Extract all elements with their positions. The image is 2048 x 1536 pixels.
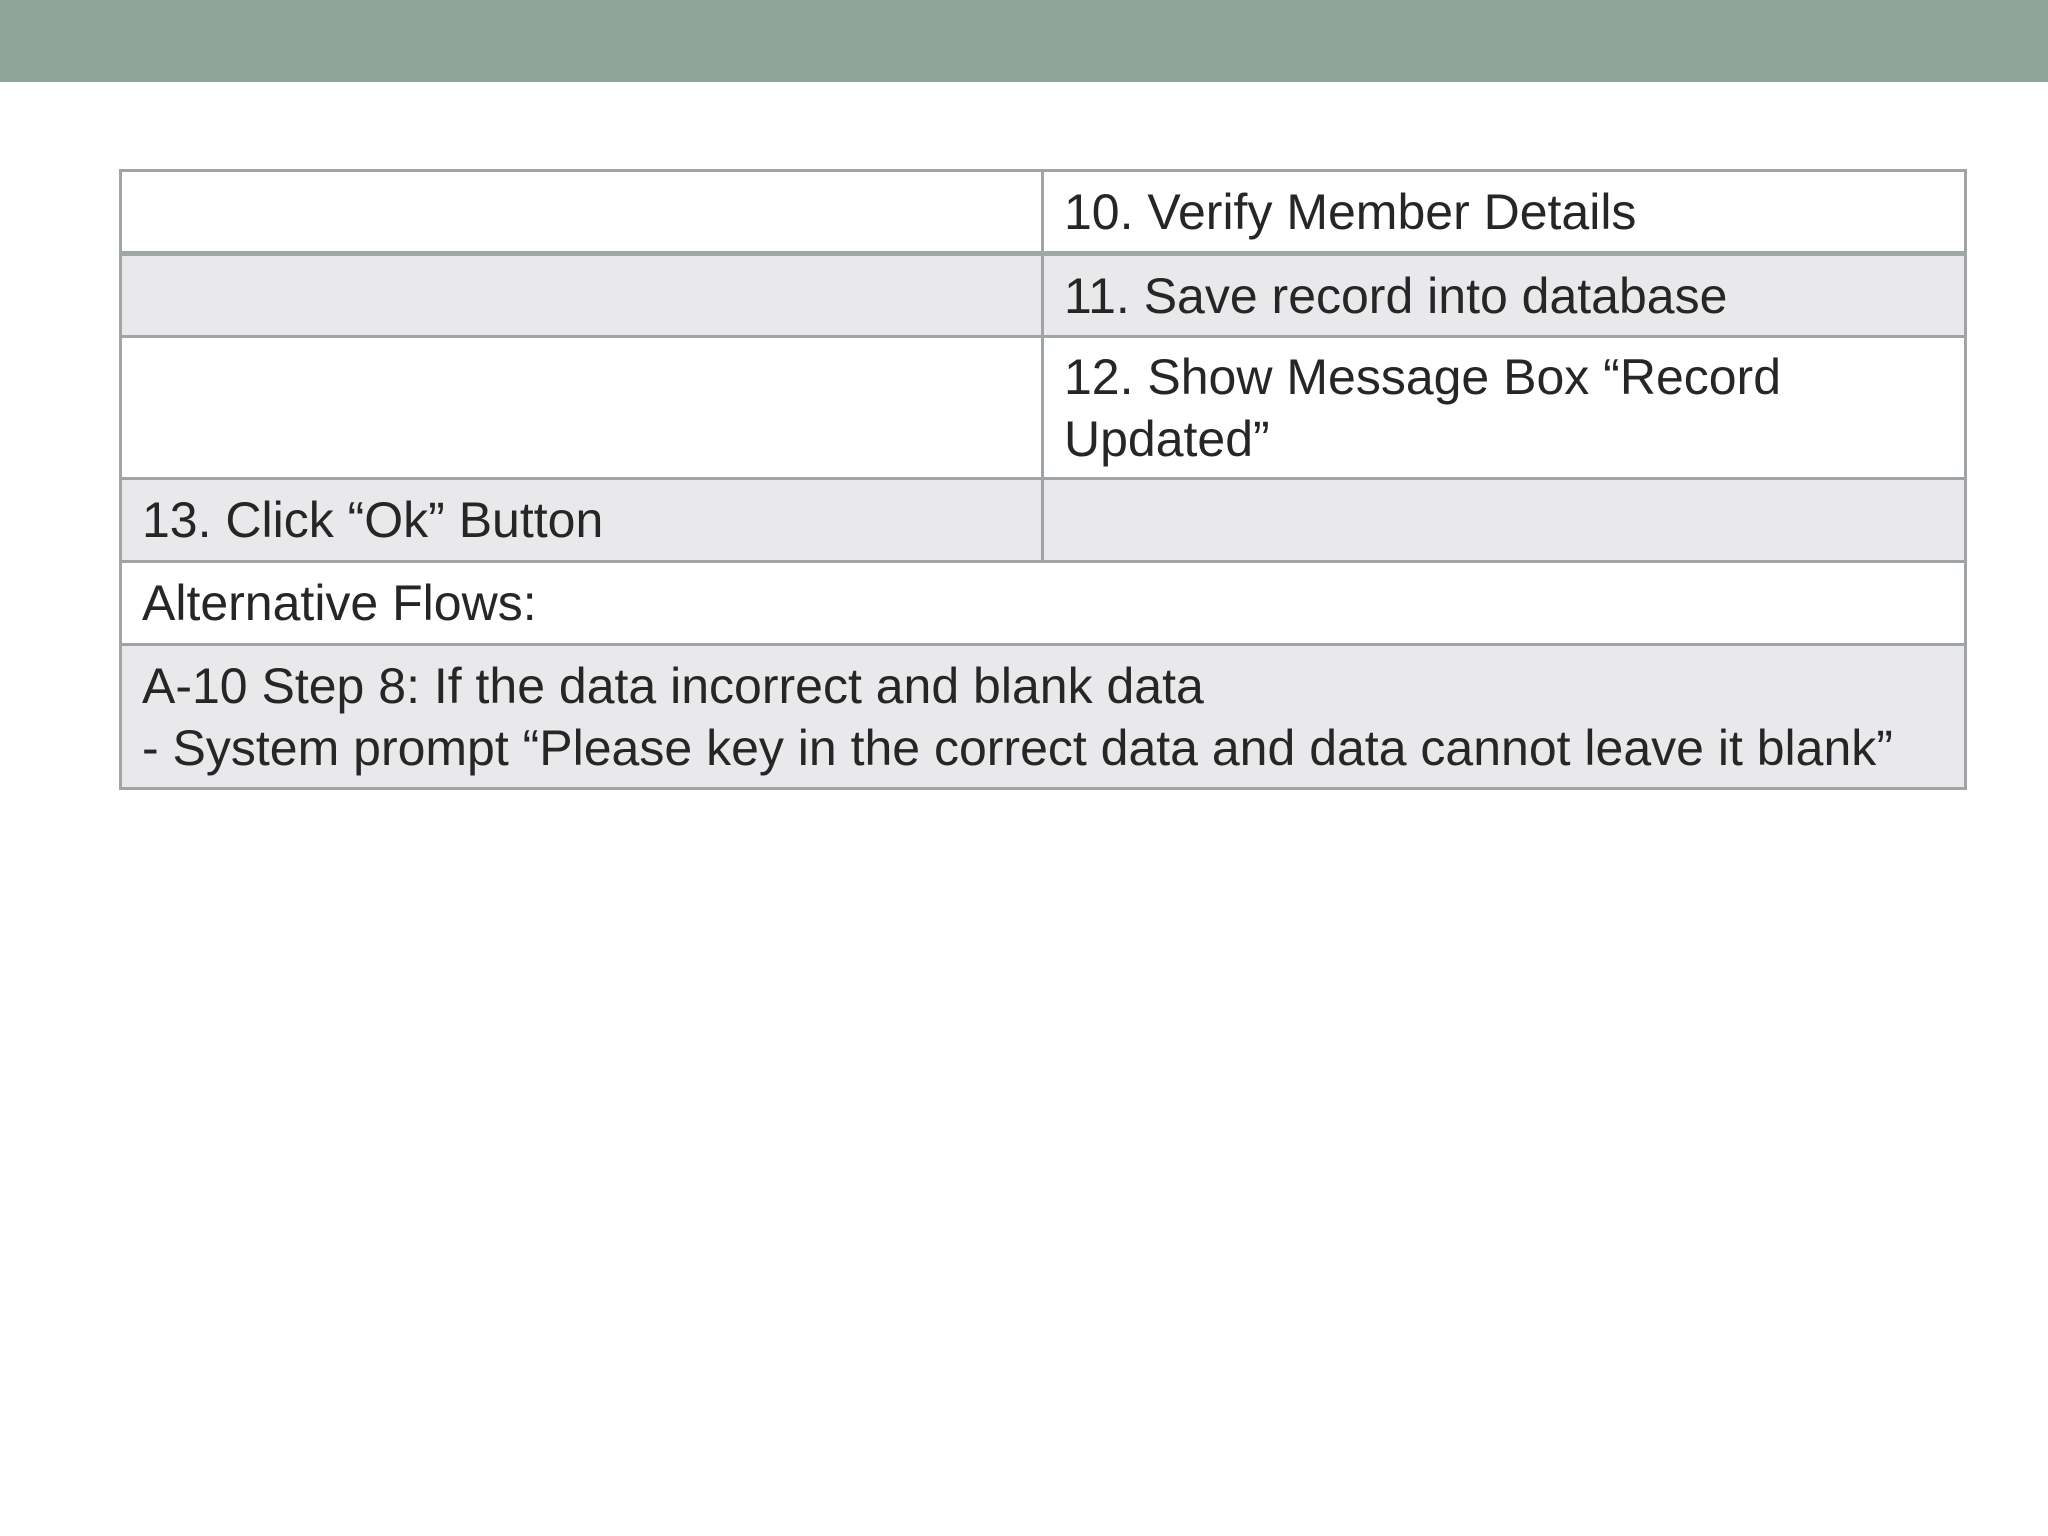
actor-cell bbox=[121, 171, 1043, 254]
alternative-flows-heading: Alternative Flows: bbox=[121, 562, 1966, 645]
system-cell bbox=[1043, 479, 1966, 562]
table-row bbox=[121, 479, 1966, 562]
table-row bbox=[121, 645, 1966, 789]
alternative-flow-prompt: - System prompt “Please key in the correct data and data cannot leave it blank” bbox=[142, 719, 1893, 776]
alternative-flow-cell bbox=[121, 645, 1966, 789]
actor-cell bbox=[121, 254, 1043, 337]
table-row bbox=[121, 171, 1966, 254]
flow-table bbox=[119, 169, 1967, 790]
table-row bbox=[121, 254, 1966, 337]
system-cell: 11. Save record into database bbox=[1043, 254, 1966, 337]
system-cell: 12. Show Message Box “Record Updated” bbox=[1043, 337, 1966, 479]
table-row bbox=[121, 337, 1966, 479]
header-band bbox=[0, 0, 2048, 82]
actor-cell: 13. Click “Ok” Button bbox=[121, 479, 1043, 562]
actor-cell bbox=[121, 337, 1043, 479]
table-row bbox=[121, 562, 1966, 645]
alternative-flow-step: A-10 Step 8: If the data incorrect and blank data bbox=[142, 657, 1204, 714]
system-cell: 10. Verify Member Details bbox=[1043, 171, 1966, 254]
